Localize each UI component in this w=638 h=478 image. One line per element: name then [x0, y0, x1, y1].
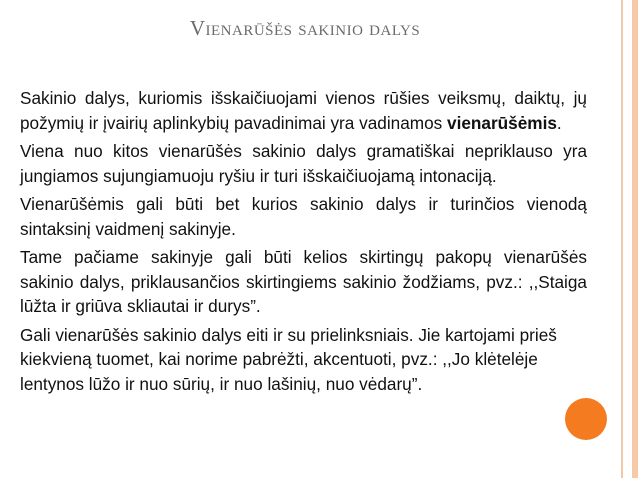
right-decorative-band: [632, 0, 638, 478]
orange-circle-decoration: [565, 398, 607, 440]
paragraph-1-bold-term: vienarūšėmis: [447, 112, 557, 133]
right-decorative-line: [621, 0, 623, 478]
slide-body: [20, 86, 587, 400]
paragraph-1-end: .: [556, 112, 562, 133]
paragraph-1-text: Sakinio dalys, kuriomis išskaičiuojami vienos rūšies veiksmų, daiktų, jų požymių ir įvairių aplinkybių pavadinimai yra vadinamos: [20, 88, 587, 133]
paragraph-2: Viena nuo kitos vienarūšės sakinio dalys gramatiškai nepriklauso yra jungiamos sujungiamuoju ryšiu ir turi išskaičiuojamą intonaciją.: [20, 141, 587, 186]
paragraph-3: Vienarūšėmis gali būti bet kurios sakinio dalys ir turinčios vienodą sintaksinį vaidmenį sakinyje.: [20, 194, 587, 239]
slide-title: Vienarūšės sakinio dalys: [189, 16, 421, 40]
paragraph-1: [20, 86, 587, 135]
paragraph-4: Tame pačiame sakinyje gali būti kelios skirtingų pakopų vienarūšės sakinio dalys, priklausančios skirtingiems sakinio žodžiams, pvz.: ,,Staiga lūžta ir griūva skliautai ir durys”.: [20, 247, 587, 316]
paragraph-5: Gali vienarūšės sakinio dalys eiti ir su prielinksniais. Jie kartojami prieš kiekvieną tuomet, kai norime pabrėžti, akcentuoti, pvz.: ,,Jo klėtelėje lentynos lūžo ir nuo sūrių, ir nuo lašinių, nuo vėdarų”.: [20, 324, 557, 394]
